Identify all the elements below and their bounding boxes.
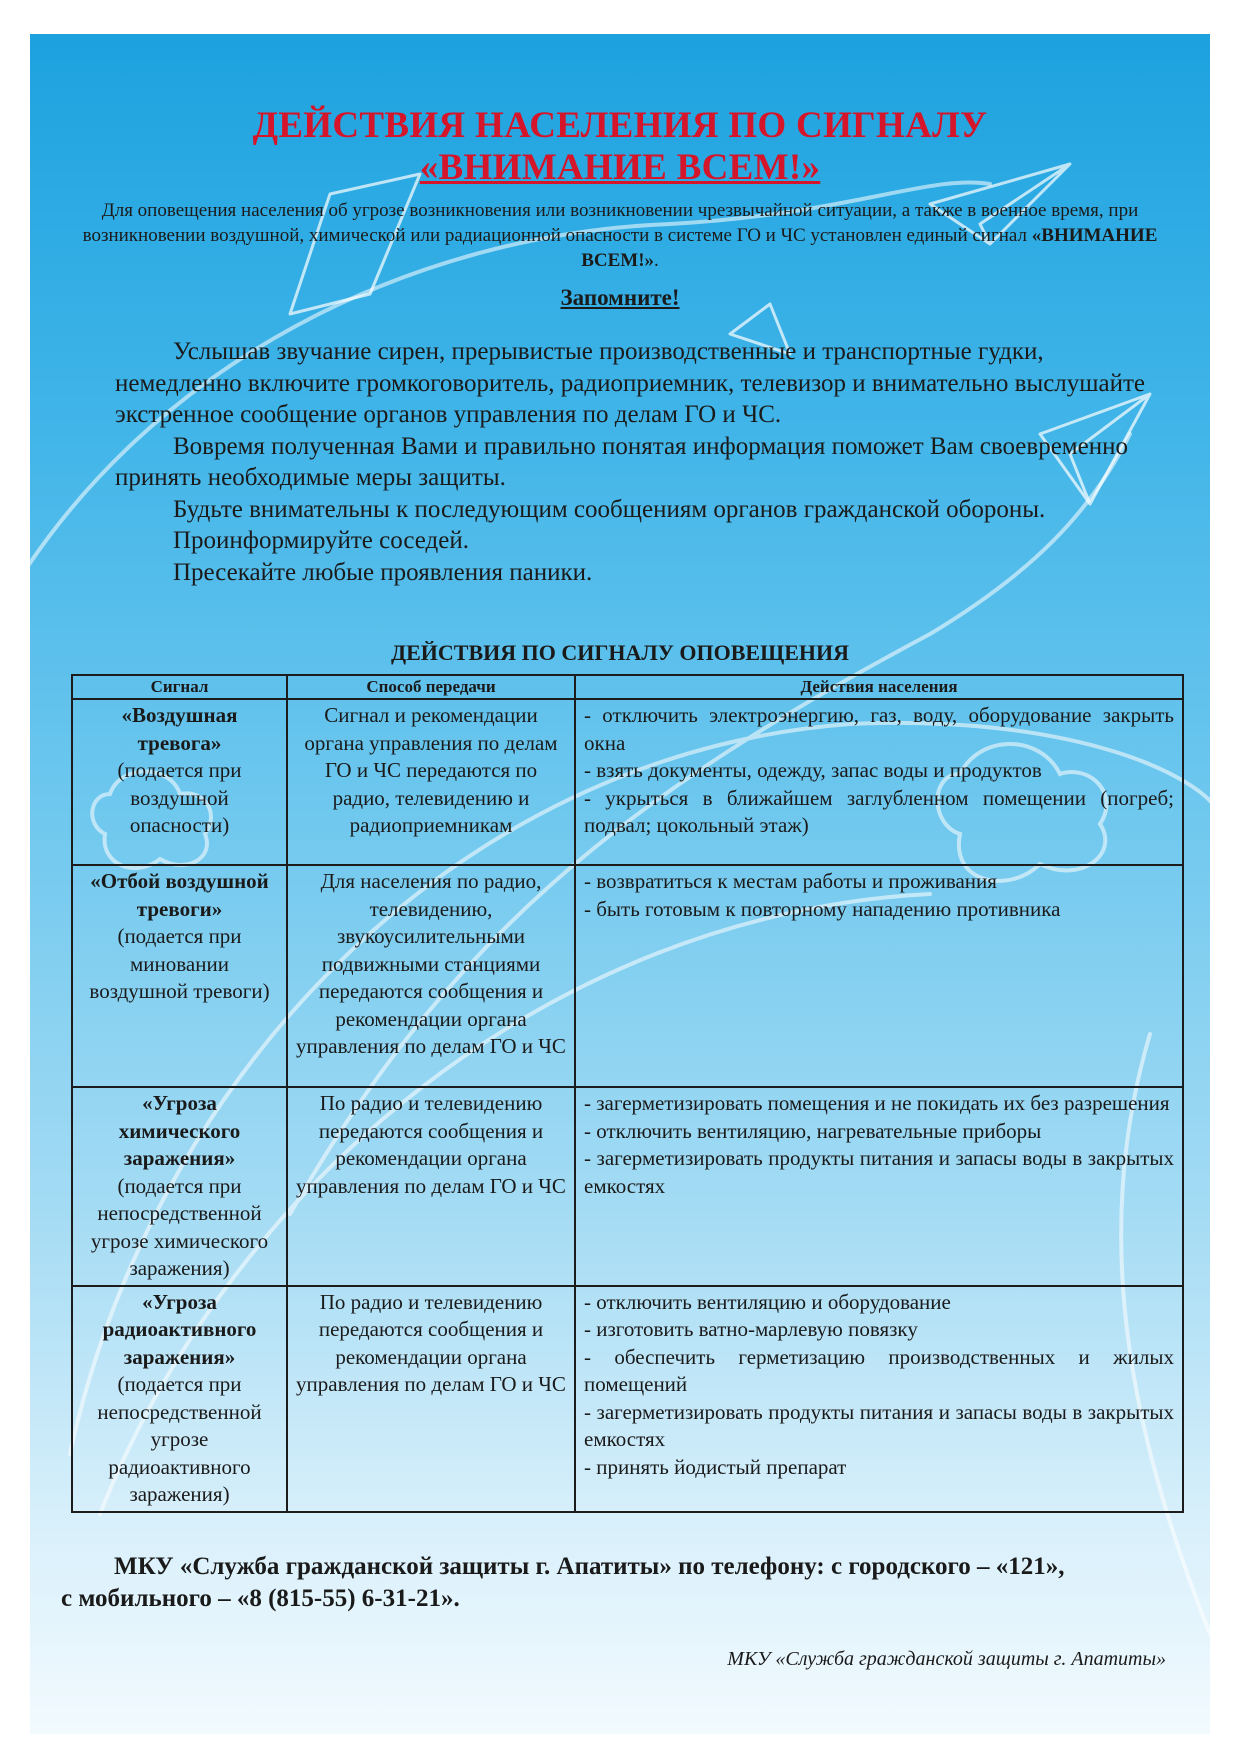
remember-heading: Запомните! (560, 285, 680, 310)
action-item: - взять документы, одежду, запас воды и продуктов (584, 758, 1042, 782)
instruction-paragraph: Вовремя полученная Вами и правильно понятая информация поможет Вам своевременно принять необходимые меры защиты. (115, 432, 1128, 491)
signal-note: (подается при воздушной опасности) (117, 758, 242, 837)
signal-note: (подается при непосредственной угрозе химического заражения) (90, 1173, 269, 1280)
signal-name: «Отбой воздушной тревоги» (90, 869, 269, 921)
table-row (72, 699, 1183, 865)
contact-line-mobile: с мобильного – «8 (815-55) 6-31-21». (61, 1585, 460, 1612)
signal-cell (72, 1087, 287, 1286)
action-item: - отключить электроэнергию, газ, воду, оборудование закрыть окна (584, 703, 1174, 755)
signal-cell (72, 699, 287, 865)
signal-name: «Угроза химического заражения» (118, 1091, 241, 1170)
table-row (72, 1286, 1183, 1512)
page-title-signal: «ВНИМАНИЕ ВСЕМ!» (419, 147, 821, 188)
method-cell: По радио и телевидению передаются сообщения и рекомендации органа управления по делам ГО и ЧС (287, 1087, 575, 1286)
action-item: - загерметизировать продукты питания и запасы воды в закрытых емкостях (584, 1399, 1174, 1451)
table-header-row (72, 675, 1183, 699)
contact-line-city: МКУ «Служба гражданской защиты г. Апатиты» по телефону: с городского – «121», (114, 1553, 1065, 1580)
table-title: ДЕЙСТВИЯ ПО СИГНАЛУ ОПОВЕЩЕНИЯ (390, 640, 850, 665)
poster-sheet (30, 34, 1210, 1734)
signal-actions-table (71, 674, 1184, 1513)
instructions-block (115, 336, 1175, 588)
action-item: - отключить вентиляцию, нагревательные приборы (584, 1118, 1042, 1143)
method-cell: Сигнал и рекомендации органа управления по делам ГО и ЧС передаются по радио, телевидению и радиоприемникам (287, 699, 575, 865)
actions-cell (575, 1286, 1183, 1512)
action-item: - укрыться в ближайшем заглубленном помещении (погреб; подвал; цокольный этаж) (584, 785, 1174, 837)
method-cell: Для населения по радио, телевидению, звукоусилительными подвижными станциями передаются сообщения и рекомендации органа управления по делам ГО и ЧС (287, 865, 575, 1087)
action-item: - отключить вентиляцию и оборудование (584, 1289, 951, 1314)
intro-end: . (654, 250, 659, 271)
action-item: - загерметизировать продукты питания и запасы воды в закрытых емкостях (584, 1146, 1174, 1198)
action-item: - быть готовым к повторному нападению противника (584, 896, 1061, 921)
intro-text: Для оповещения населения об угрозе возникновения или возникновении чрезвычайной ситуации, а также в военное время, при возникновении воздушной, химической или радиационной опасности в системе ГО и ЧС установлен единый сигнал (82, 200, 1139, 246)
column-header-actions: Действия населения (575, 675, 1183, 699)
signal-name: «Воздушная тревога» (121, 703, 238, 755)
instruction-paragraph: Услышав звучание сирен, прерывистые производственные и транспортные гудки, немедленно включите громкоговоритель, радиоприемник, телевизор и внимательно выслушайте экстренное сообщение органов управления по делам ГО и ЧС. (115, 338, 1146, 428)
organization-signature: МКУ «Служба гражданской защиты г. Апатиты» (727, 1648, 1166, 1670)
actions-cell (575, 865, 1183, 1087)
actions-cell (575, 1087, 1183, 1286)
action-item: - принять йодистый препарат (584, 1454, 847, 1479)
action-item: - обеспечить герметизацию производственных и жилых помещений (584, 1344, 1174, 1396)
signal-cell (72, 865, 287, 1087)
column-header-signal: Сигнал (72, 675, 287, 699)
page-title: ДЕЙСТВИЯ НАСЕЛЕНИЯ ПО СИГНАЛУ (252, 105, 988, 146)
signal-note: (подается при миновании воздушной тревоги) (89, 924, 270, 1003)
contact-info (61, 1551, 1191, 1615)
table-row (72, 865, 1183, 1087)
signal-cell (72, 1286, 287, 1512)
action-item: - загерметизировать помещения и не покидать их без разрешения (584, 1091, 1170, 1115)
instruction-paragraph: Проинформируйте соседей. (173, 527, 469, 554)
action-item: - изготовить ватно-марлевую повязку (584, 1317, 918, 1341)
document-content (30, 34, 1210, 1734)
actions-cell (575, 699, 1183, 865)
signal-note: (подается при непосредственной угрозе радиоактивного заражения) (97, 1372, 262, 1506)
action-item: - возвратиться к местам работы и проживания (584, 869, 997, 893)
intro-signal: «ВНИМАНИЕ ВСЕМ!» (581, 225, 1158, 271)
intro-paragraph (68, 198, 1172, 273)
method-cell: По радио и телевидению передаются сообщения и рекомендации органа управления по делам ГО и ЧС (287, 1286, 575, 1512)
instruction-paragraph: Пресекайте любые проявления паники. (173, 558, 593, 586)
instruction-paragraph: Будьте внимательны к последующим сообщениям органов гражданской обороны. (173, 495, 1046, 523)
column-header-method: Способ передачи (287, 675, 575, 699)
table-row (72, 1087, 1183, 1286)
signal-name: «Угроза радиоактивного заражения» (102, 1289, 257, 1369)
